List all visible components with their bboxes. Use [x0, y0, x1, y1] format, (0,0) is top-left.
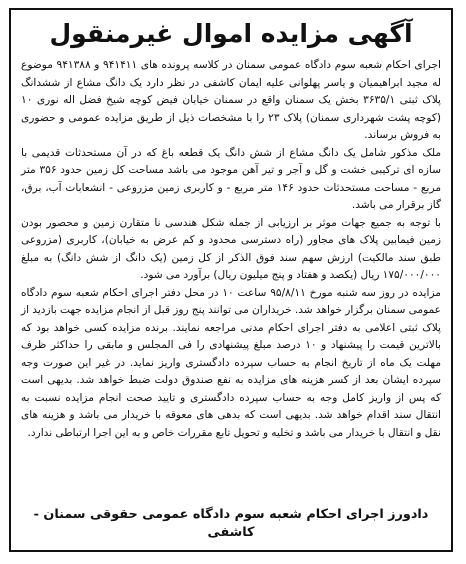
auction-notice: [9, 8, 453, 552]
auction-terms-paragraph: مزایده در روز سه شنبه مورخ ۹۵/۸/۱۱ ساعت ۱۰ در محل دفتر اجرای احکام شعبه سوم دادگاه عمومی سمنان برگزار خواهد شد. خریداران می توانند پنج روز قبل از انجام مزایده جهت بازدید از پلاک ثبتی اعلامی به دفتر اجرای احکام مدنی مراجعه نمایند. برنده مزایده کسی خواهد بود که بالاترین قیمت را پیشنهاد و ۱۰ درصد مبلغ پیشنهادی را فی المجلس و مابقی را حداکثر ظرف مهلت یک ماه از تاریخ انجام به حساب سپرده دادگستری واریز نماید. در غیر این صورت وجه سپرده ایشان بعد از کسر هزینه های مزایده به نفع صندوق دولت ضبط خواهد شد. بدیهی است که پس از واریز کامل وجه به حساب سپرده دادگستری و تایید صحت انجام مزایده نسبت به انتقال سند اقدام خواهد شد. بدیهی است که بدهی های معوقه با خریدار می باشد و هزینه های نقل و انتقال با خریدار می باشد و تخلیه و تحویل تابع مقررات خاص و به این اجرا ارتباطی ندارد.: [21, 286, 442, 439]
property-description-paragraph: ملک مذکور شامل یک دانگ مشاع از شش دانگ یک قطعه باغ که در آن مستحدثات قدیمی با سازه ای ترکیبی خشت و گل و آجر و تیر آهن موجود می باشد مساحت کل زمین حدود ۳۵۶ متر مربع - مساحت مستحدثات حدود ۱۴۶ متر مربع - و کاربری زمین مزروعی - انشعابات آب، برق، گاز برقرار می باشد.: [21, 146, 442, 211]
notice-title: آگهی مزایده اموال غیرمنقول: [49, 19, 413, 48]
valuation-paragraph: با توجه به جمیع جهات موثر بر ارزیابی از جمله شکل هندسی نا متقارن زمین و محصور بودن زمین فیمابین پلاک های مجاور (راه دسترسی محدود و کم عرض به خیابان)، کاربری (مزروعی طبق سند مالکیت) ارزش سهم سند فوق الذکر از کل زمین (یک دانگ از شش دانگ) به مبلغ ۱۷۵/۰۰۰/۰۰۰ ریال (یکصد و هفتاد و پنج میلیون ریال) برآورد می شود.: [21, 216, 441, 281]
signature-line: دادورز اجرای احکام شعبه سوم دادگاه عمومی حقوقی سمنان - کاشفی: [33, 507, 429, 540]
case-intro-paragraph: اجرای احکام شعبه سوم دادگاه عمومی سمنان در کلاسه پرونده های ۹۴۱۴۱۱ و ۹۴۱۳۸۸ موضوع له مجید ابراهیمیان و یاسر پهلوانی علیه ایمان کاشفی در نظر دارد یک دانگ مشاع از ششدانگ پلاک ثبتی ۳۶۳۵/۱ بخش یک سمنان واقع در سمنان خیابان فیض کوچه شیخ فضل اله نوری ۱۰ (کوچه پشت شهرداری سمنان) پلاک ۲۳ را با مشخصات ذیل از طریق مزایده عمومی و حضوری به فروش برساند.: [21, 59, 442, 141]
